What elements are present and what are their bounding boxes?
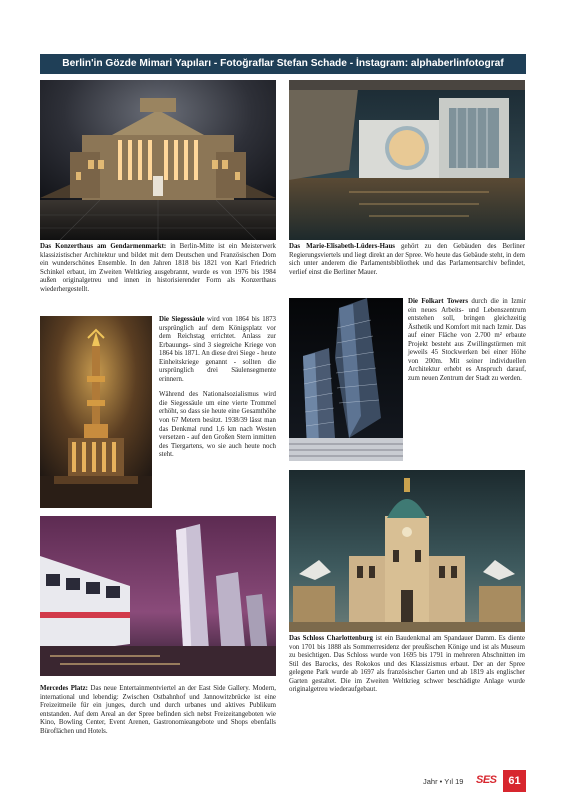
siegessaeule-body-2: Während des Nationalsozialismus wird die Siegessäule um eine vierte Trommel erhöht, so dass sie heute eine Gesamthöhe von 67 Metern besitzt. 1938/39 lässt man das Denkmal rund 1,6 km nach Westen versetzen - auf den Großen Stern inmitten des Tiergartens, wo sie auch heute noch steht.: [159, 391, 276, 459]
konzerthaus-lead: Das Konzerthaus am Gendarmenmarkt:: [40, 243, 167, 250]
siegessaeule-lead: Die Siegessäule: [159, 316, 205, 323]
mercedes-text: [40, 685, 276, 736]
marie-text: [289, 243, 525, 277]
mercedes-platz-photo: [40, 516, 276, 676]
marie-lead: Das Marie-Elisabeth-Lüders-Haus: [289, 243, 395, 250]
schloss-charlottenburg-photo: [289, 470, 525, 632]
konzerthaus-body: in Berlin-Mitte ist ein Meisterwerk klassizistischer Architektur und bildet mit dem Deutschen und Französischen Dom ein wunderschönes Ensemble. In den Jahren 1818 bis 1821 von Karl Friedrich Schinkel erbaut, im Zweiten Weltkrieg ausgebrannt, wurde es von 1976 bis 1984 außen originalgetreu und innen in historisierender Form als Konzerthaus wiederhergestellt.: [40, 243, 277, 293]
konzerthaus-text: [40, 243, 276, 294]
issue-label: Jahr • Yıl 19: [423, 777, 464, 786]
page-number: 61: [503, 770, 526, 792]
folkart-text: [408, 298, 526, 383]
marie-elisabeth-lueders-haus-photo: [289, 80, 525, 240]
konzerthaus-photo: [40, 80, 276, 240]
folkart-lead: Die Folkart Towers: [408, 298, 469, 305]
siegessaeule-photo: [40, 316, 152, 508]
charlottenburg-body: ist ein Baudenkmal am Spandauer Damm. Es diente von 1701 bis 1888 als Sommerresidenz der preußischen Könige und ist als Museum zu besichtigen. Das Schloss wurde von 1695 bis 1791 in mehreren Abschnitten im Stil des Barocks, des Rokokos und des Klassizismus erbaut. Der an der Spree gelegene Park wurde ab 1697 als französischer Garten und ab 1819 als englischer Garten gestaltet. Die im Zweiten Weltkrieg schwer beschädigte Anlage wurde originalgetreu wiederaufgebaut.: [289, 635, 525, 694]
mercedes-body: Das neue Entertainmentviertel an der East Side Gallery. Modern, international und lebendig: Zwischen Ostbahnhof und Jannowitzbrücke ist eine Freizeitmeile für ein junges, durch und durch urbanes und aktives Publikum entstanden. Auf dem Areal an der Spree befinden sich nebst Freizeitangeboten wie Kino, Bowling Center, Event Arenen, Gastronomieangebote und Shops ebenfalls Büroflächen und Hotels.: [40, 685, 276, 735]
charlottenburg-text: [289, 635, 525, 695]
siegessaeule-body-1: wird von 1864 bis 1873 ursprünglich auf dem Königsplatz vor dem Reichstag errichtet. Anlass zur Erbauungs- sind 3 siegreiche Kriege von 1864 bis 1871. An diese drei Siege - heute Einheitskriege genannt - sollten die ursprünglich drei Säulensegmente erinnern.: [159, 316, 276, 383]
magazine-logo: SES: [476, 774, 497, 786]
mercedes-lead: Mercedes Platz:: [40, 685, 88, 692]
marie-body: gehört zu den Gebäuden des Berliner Regierungsviertels und liegt direkt an der Spree. Wo heute das Gebäude steht, in dem sich unter anderem die Parlamentsbibliothek und das Parlamentsarchiv befindet, verlief einst die Berliner Mauer.: [289, 243, 525, 276]
page-title-banner: Berlin'in Gözde Mimari Yapıları - Fotoğraflar Stefan Schade - İnstagram: alphaberlinfotograf: [40, 54, 526, 74]
siegessaeule-text: [159, 316, 276, 460]
folkart-body: durch die in Izmir ein neues Arbeits- und Lebenszentrum entstehen soll, bringen gleichzeitig Ästhetik und Komfort mit nach Izmir. Das auf einer Fläche von 2.700 m² erbaute Projekt besteht aus Zwillingstürmen mit jeweils 45 Stockwerken bei einer Höhe von 200m. Mit seiner individuellen Architektur erhebt es Anspruch darauf, zum neuen Zentrum der Stadt zu werden.: [408, 298, 527, 382]
charlottenburg-lead: Das Schloss Charlottenburg: [289, 635, 373, 642]
folkart-towers-photo: [289, 298, 403, 461]
